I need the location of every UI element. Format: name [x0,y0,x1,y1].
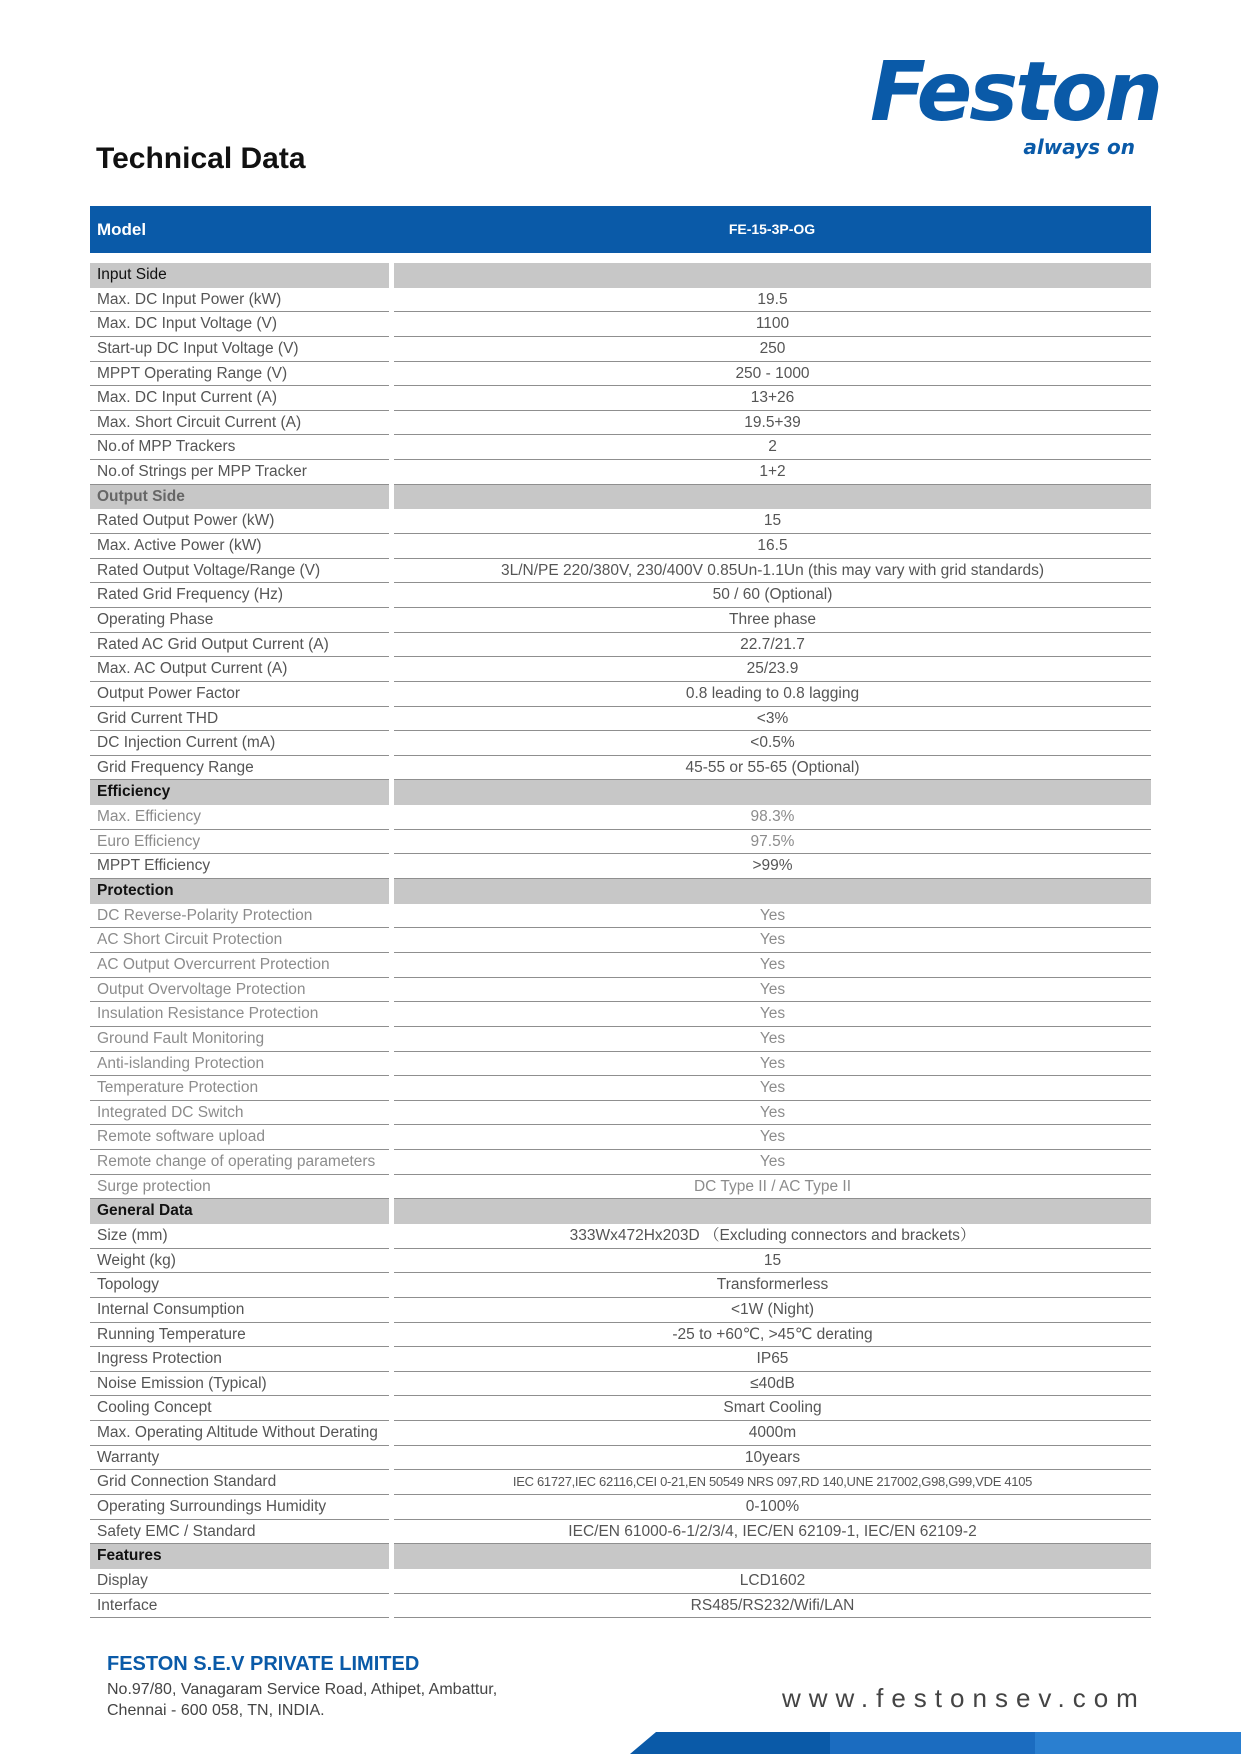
spec-row [90,362,1151,387]
section-header-row [90,879,1151,904]
company-address [107,1679,497,1721]
spec-row [90,1076,1151,1101]
spec-value: Yes [394,1125,1151,1150]
spec-label: Anti-islanding Protection [90,1052,389,1077]
spec-label: Rated Output Voltage/Range (V) [90,559,389,584]
spec-value: Yes [394,1002,1151,1027]
address-line-2: Chennai - 600 058, TN, INDIA. [107,1702,325,1719]
spec-label: Cooling Concept [90,1396,389,1421]
spec-label: Noise Emission (Typical) [90,1372,389,1397]
spec-row [90,534,1151,559]
section-title: Protection [90,879,389,904]
spec-value [394,263,1151,288]
spec-label: Max. Operating Altitude Without Derating [90,1421,389,1446]
footer-band-light [1035,1732,1241,1754]
spec-row [90,657,1151,682]
spec-row [90,1396,1151,1421]
spec-row [90,1052,1151,1077]
spec-row [90,435,1151,460]
spec-row [90,633,1151,658]
spec-label: Max. DC Input Power (kW) [90,288,389,313]
spec-row [90,1495,1151,1520]
spec-value: Yes [394,928,1151,953]
spec-value: >99% [394,854,1151,879]
spec-label: Size (mm) [90,1224,389,1249]
spec-value: Yes [394,953,1151,978]
page-title: Technical Data [96,142,306,175]
feston-logo [870,45,1160,162]
footer-band-mid [830,1732,1035,1754]
spec-row [90,1347,1151,1372]
spec-label: Warranty [90,1446,389,1471]
spec-row [90,731,1151,756]
spec-row [90,509,1151,534]
spec-value: Yes [394,1052,1151,1077]
spec-label: Surge protection [90,1175,389,1200]
spec-label: Max. DC Input Current (A) [90,386,389,411]
spec-value: Transformerless [394,1273,1151,1298]
spec-label: Ground Fault Monitoring [90,1027,389,1052]
spec-label: Max. Short Circuit Current (A) [90,411,389,436]
spec-value: Yes [394,1027,1151,1052]
spec-row [90,805,1151,830]
spec-row [90,411,1151,436]
spec-label: No.of Strings per MPP Tracker [90,460,389,485]
model-label: Model [97,220,147,239]
spec-label: Weight (kg) [90,1249,389,1274]
section-title: Input Side [90,263,389,288]
spec-value [394,1544,1151,1569]
logo-tagline: always on [1023,135,1135,159]
spec-row [90,1569,1151,1594]
spec-value: 50 / 60 (Optional) [394,583,1151,608]
spec-value: 2 [394,435,1151,460]
spec-label: Running Temperature [90,1323,389,1348]
section-title: General Data [90,1199,389,1224]
spec-label: Euro Efficiency [90,830,389,855]
spec-label: Grid Frequency Range [90,756,389,781]
spec-label: Max. Active Power (kW) [90,534,389,559]
spec-label: Internal Consumption [90,1298,389,1323]
spec-value: IEC 61727,IEC 62116,CEI 0-21,EN 50549 NRS 097,RD 140,UNE 217002,G98,G99,VDE 4105 [394,1470,1151,1495]
spec-value: 45-55 or 55-65 (Optional) [394,756,1151,781]
spec-value: <3% [394,707,1151,732]
spec-label: Max. AC Output Current (A) [90,657,389,682]
spec-value: RS485/RS232/Wifi/LAN [394,1594,1151,1619]
spec-value: IEC/EN 61000-6-1/2/3/4, IEC/EN 62109-1, IEC/EN 62109-2 [394,1520,1151,1545]
spec-label: Temperature Protection [90,1076,389,1101]
spec-value: Yes [394,1150,1151,1175]
section-header-row [90,1199,1151,1224]
spec-value: <0.5% [394,731,1151,756]
model-value: FE-15-3P-OG [728,221,816,237]
spec-row [90,756,1151,781]
spec-value [394,879,1151,904]
spec-label: Rated Grid Frequency (Hz) [90,583,389,608]
spec-label: Operating Surroundings Humidity [90,1495,389,1520]
spec-row [90,1446,1151,1471]
spec-value: LCD1602 [394,1569,1151,1594]
spec-value: 1100 [394,312,1151,337]
spec-label: Start-up DC Input Voltage (V) [90,337,389,362]
spec-row [90,608,1151,633]
spec-label: Interface [90,1594,389,1619]
spec-value: 22.7/21.7 [394,633,1151,658]
spec-value: 0.8 leading to 0.8 lagging [394,682,1151,707]
spec-value: 3L/N/PE 220/380V, 230/400V 0.85Un-1.1Un (this may vary with grid standards) [394,559,1151,584]
spec-row [90,583,1151,608]
spec-row [90,337,1151,362]
spec-row [90,682,1151,707]
spec-row [90,854,1151,879]
spec-value: 19.5+39 [394,411,1151,436]
spec-value: 4000m [394,1421,1151,1446]
model-header [90,206,1151,253]
spec-label: Safety EMC / Standard [90,1520,389,1545]
spec-row [90,1125,1151,1150]
spec-row [90,1372,1151,1397]
spec-value: 19.5 [394,288,1151,313]
footer-band [630,1732,1241,1754]
spec-row [90,928,1151,953]
spec-label: AC Output Overcurrent Protection [90,953,389,978]
spec-row [90,1421,1151,1446]
spec-value: DC Type II / AC Type II [394,1175,1151,1200]
spec-value: IP65 [394,1347,1151,1372]
spec-value: 16.5 [394,534,1151,559]
spec-row [90,1101,1151,1126]
spec-row [90,1175,1151,1200]
spec-row [90,559,1151,584]
spec-value: 98.3% [394,805,1151,830]
spec-value: Yes [394,904,1151,929]
spec-value: 250 [394,337,1151,362]
section-title: Efficiency [90,780,389,805]
address-line-1: No.97/80, Vanagaram Service Road, Athipet, Ambattur, [107,1681,498,1698]
spec-value: 1+2 [394,460,1151,485]
spec-table [90,263,1151,1618]
spec-row [90,1470,1151,1495]
spec-value: 15 [394,1249,1151,1274]
spec-label: Remote change of operating parameters [90,1150,389,1175]
spec-label: DC Reverse-Polarity Protection [90,904,389,929]
spec-label: Remote software upload [90,1125,389,1150]
spec-label: Output Power Factor [90,682,389,707]
spec-label: MPPT Operating Range (V) [90,362,389,387]
spec-value: 0-100% [394,1495,1151,1520]
spec-value: Yes [394,978,1151,1003]
spec-value: <1W (Night) [394,1298,1151,1323]
section-header-row [90,1544,1151,1569]
section-header-row [90,780,1151,805]
section-title: Features [90,1544,389,1569]
section-title: Output Side [90,485,389,510]
spec-row [90,386,1151,411]
spec-row [90,1224,1151,1249]
spec-label: MPPT Efficiency [90,854,389,879]
spec-value: Yes [394,1101,1151,1126]
spec-row [90,978,1151,1003]
section-header-row [90,485,1151,510]
spec-label: Rated AC Grid Output Current (A) [90,633,389,658]
spec-value: 333Wx472Hx203D （Excluding connectors and brackets） [394,1224,1151,1249]
spec-label: No.of MPP Trackers [90,435,389,460]
spec-value: 97.5% [394,830,1151,855]
spec-label: Integrated DC Switch [90,1101,389,1126]
spec-value [394,485,1151,510]
spec-label: Ingress Protection [90,1347,389,1372]
spec-row [90,460,1151,485]
spec-row [90,953,1151,978]
spec-row [90,830,1151,855]
website: www.festonsev.com [782,1683,1146,1713]
company-name: FESTON S.E.V PRIVATE LIMITED [107,1653,420,1675]
spec-row [90,1273,1151,1298]
spec-value: Three phase [394,608,1151,633]
spec-row [90,1027,1151,1052]
spec-row [90,288,1151,313]
spec-value: Yes [394,1076,1151,1101]
spec-label: Display [90,1569,389,1594]
spec-row [90,312,1151,337]
spec-label: Insulation Resistance Protection [90,1002,389,1027]
spec-value: 250 - 1000 [394,362,1151,387]
spec-row [90,1520,1151,1545]
spec-row [90,1249,1151,1274]
spec-label: Topology [90,1273,389,1298]
logo-wordmark: Feston [870,45,1160,140]
spec-row [90,1002,1151,1027]
spec-value: 10years [394,1446,1151,1471]
spec-label: Max. DC Input Voltage (V) [90,312,389,337]
spec-value: -25 to +60℃, >45℃ derating [394,1323,1151,1348]
spec-value: 15 [394,509,1151,534]
spec-label: Grid Current THD [90,707,389,732]
spec-value: 13+26 [394,386,1151,411]
spec-label: DC Injection Current (mA) [90,731,389,756]
section-header-row [90,263,1151,288]
spec-value: ≤40dB [394,1372,1151,1397]
spec-row [90,1150,1151,1175]
spec-value [394,780,1151,805]
spec-row [90,1323,1151,1348]
spec-value [394,1199,1151,1224]
spec-label: AC Short Circuit Protection [90,928,389,953]
spec-label: Operating Phase [90,608,389,633]
spec-row [90,1594,1151,1619]
spec-row [90,1298,1151,1323]
spec-label: Output Overvoltage Protection [90,978,389,1003]
spec-label: Max. Efficiency [90,805,389,830]
spec-row [90,904,1151,929]
spec-label: Rated Output Power (kW) [90,509,389,534]
spec-row [90,707,1151,732]
spec-value: 25/23.9 [394,657,1151,682]
spec-label: Grid Connection Standard [90,1470,389,1495]
spec-value: Smart Cooling [394,1396,1151,1421]
